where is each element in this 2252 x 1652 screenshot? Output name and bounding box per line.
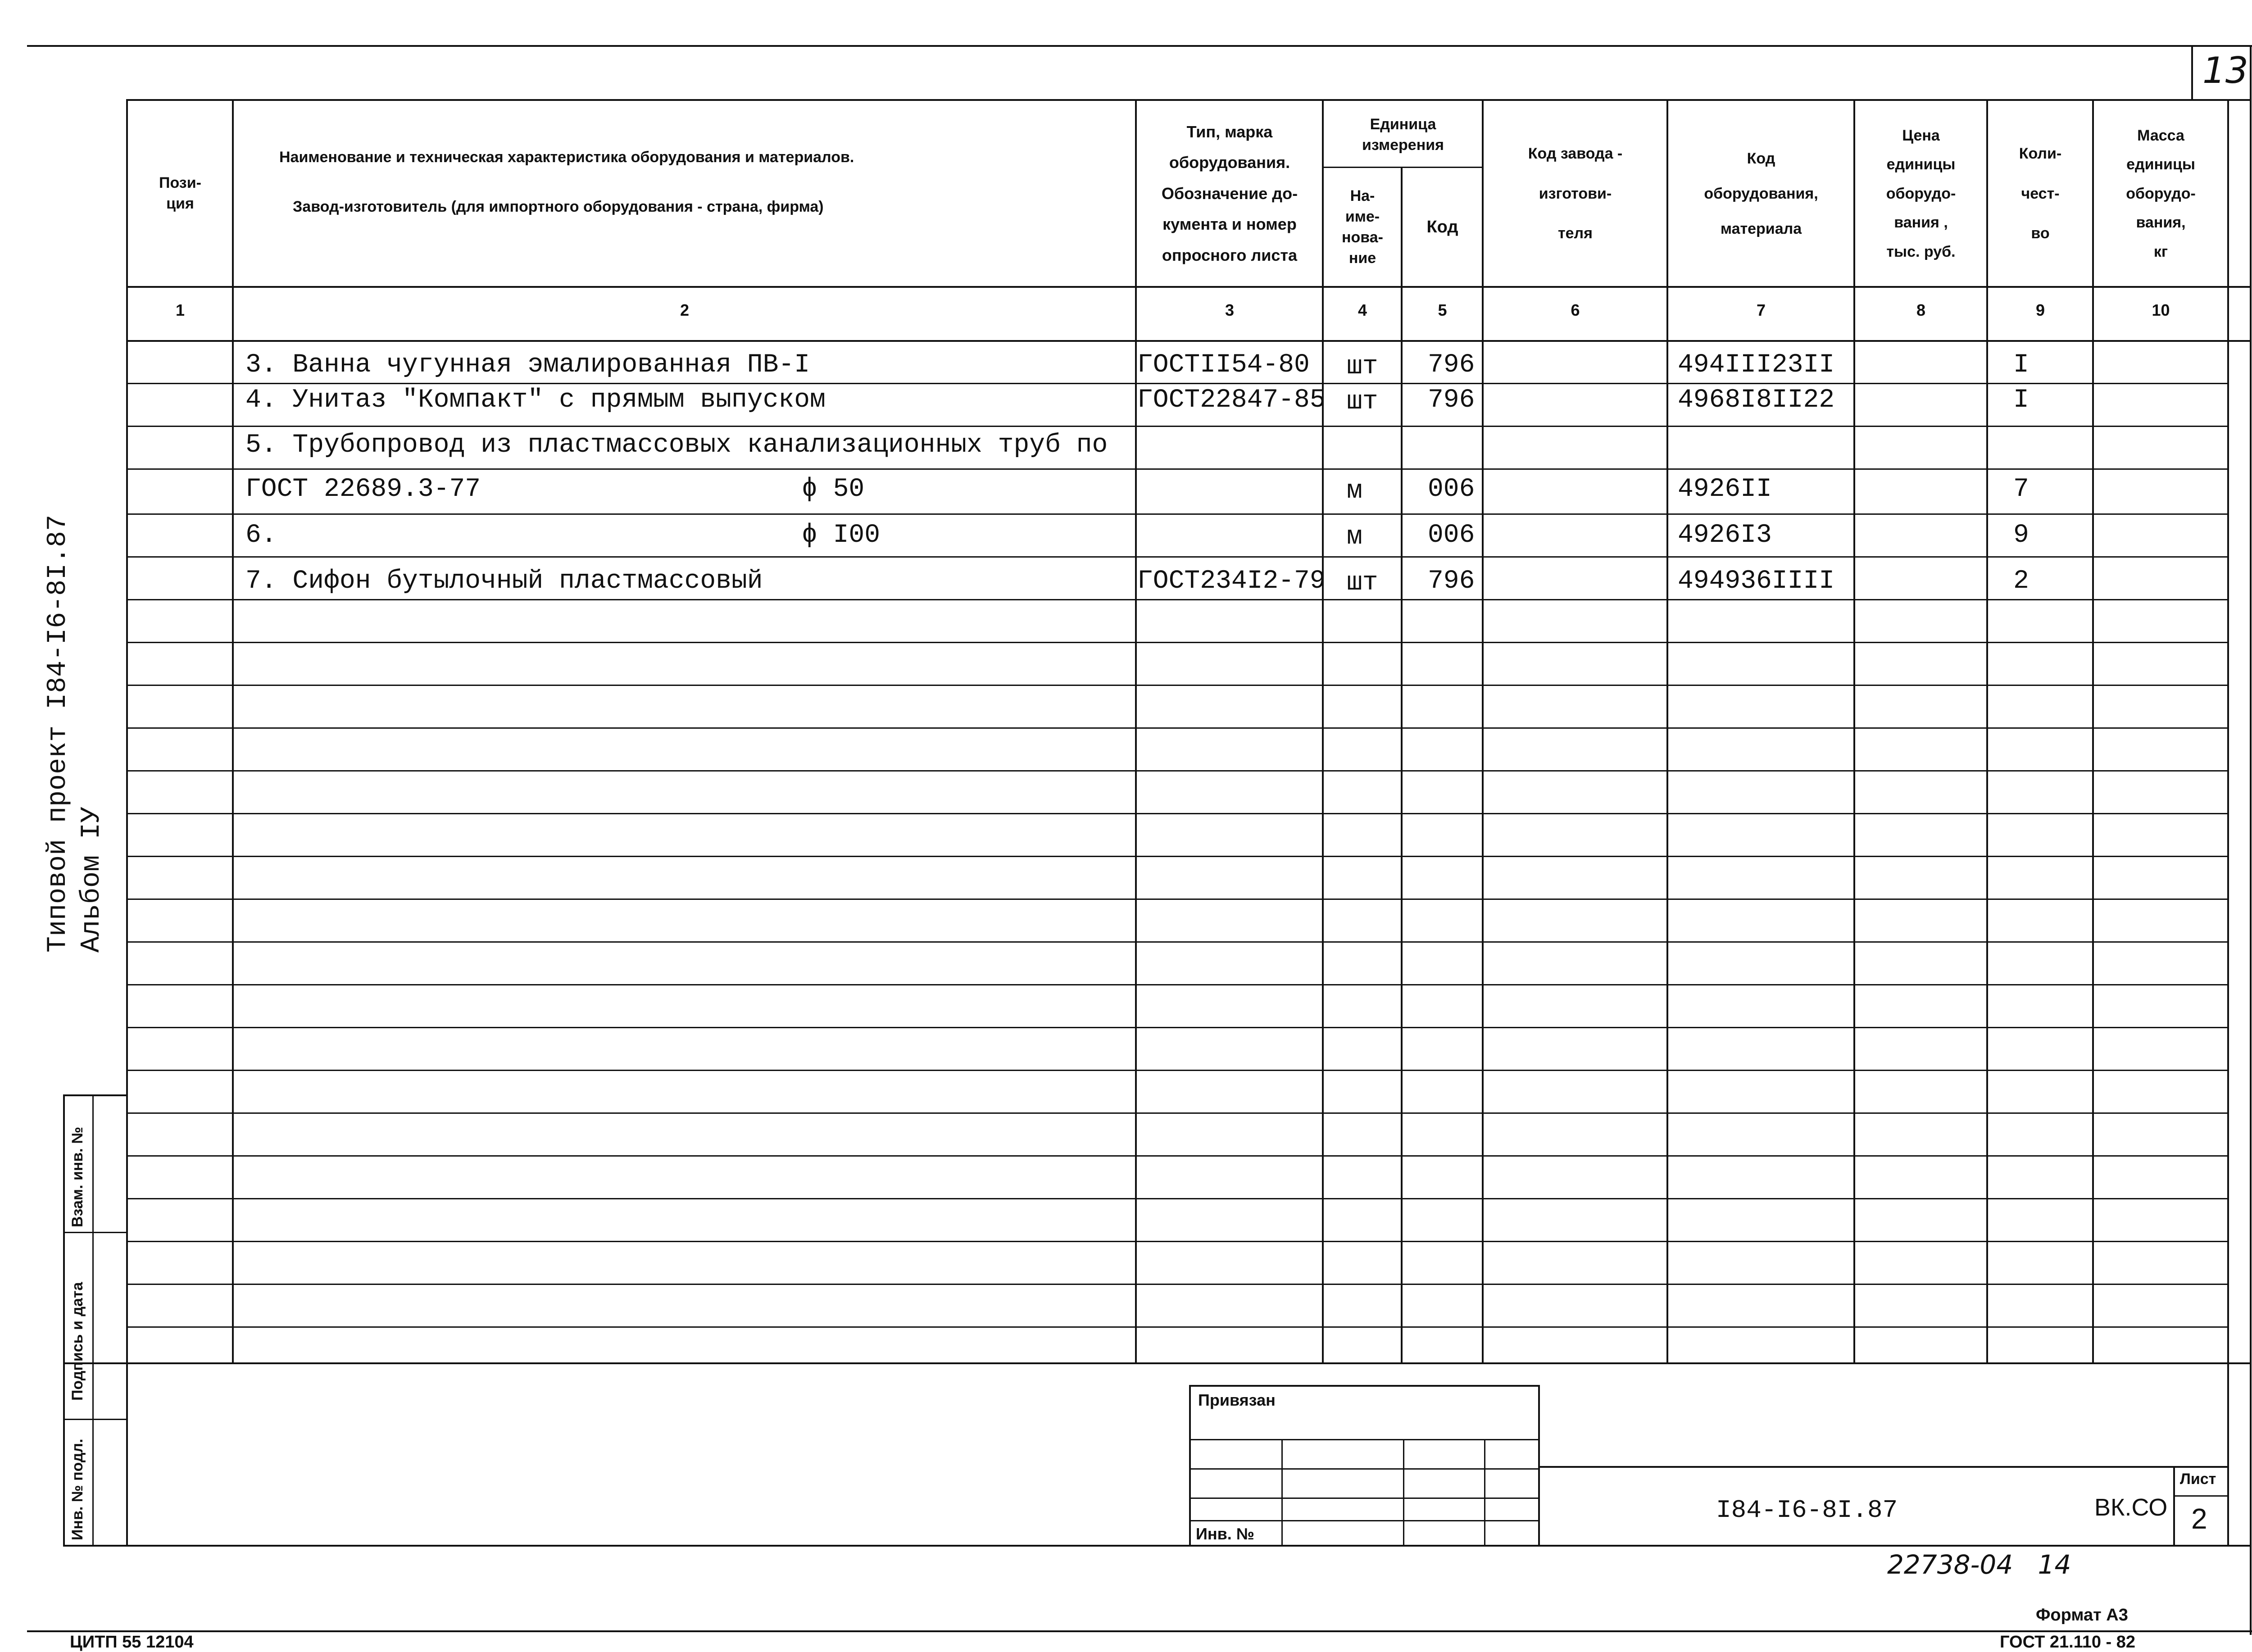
binding-divider-2 xyxy=(63,1419,126,1420)
sheet-number: 2 xyxy=(2191,1502,2207,1535)
stamp-col-3 xyxy=(1484,1439,1485,1545)
row-unit-code: 006 xyxy=(1428,521,1475,550)
stamp-top xyxy=(1189,1385,1538,1387)
header-type-doc: Тип, марка оборудования. Обозначение до- кумента и номер опросного листа xyxy=(1161,123,1298,264)
header-name-line2: Завод-изготовитель (для импортного оборудования - страна, фирма) xyxy=(293,198,824,216)
row-line xyxy=(126,813,2227,814)
side-project-title: Типовой проект I84-I6-8I.87 xyxy=(43,514,73,953)
stamp-line-4 xyxy=(1189,1520,1538,1521)
stamp-privyazan: Привязан xyxy=(1198,1391,1276,1409)
binding-strip-left xyxy=(63,1094,65,1545)
header-unit-name: На- име- нова- ние xyxy=(1342,187,1383,267)
designation: I84-I6-8I.87 xyxy=(1716,1496,1898,1525)
colnum-9: 9 xyxy=(2035,301,2045,319)
row-line xyxy=(126,513,2227,515)
row-line xyxy=(126,1284,2227,1285)
row-unit-code: 796 xyxy=(1428,567,1475,596)
header-mass: Масса единицы оборудо- вания, кг xyxy=(2126,127,2196,260)
frame-bottom-border xyxy=(63,1545,2250,1547)
binding-divider-1 xyxy=(63,1232,126,1233)
row-name: 6. xyxy=(245,521,277,550)
col-line-4 xyxy=(1401,167,1403,1362)
header-quantity: Коли- чест- во xyxy=(2019,145,2062,242)
row-doc: ГОСТ234I2-79 xyxy=(1137,567,1326,596)
header-position: Пози- ция xyxy=(159,174,201,212)
row-unit: шт xyxy=(1347,352,1378,381)
colnum-4: 4 xyxy=(1358,301,1367,319)
row-line xyxy=(126,1112,2227,1114)
tsitp-label: ЦИТП 55 12104 xyxy=(70,1633,194,1652)
col-line-1 xyxy=(232,99,234,1362)
row-line xyxy=(126,383,2227,384)
sheet-code: ВК.СО xyxy=(2094,1494,2168,1521)
table-bottom-border xyxy=(63,1362,2250,1364)
row-line xyxy=(126,770,2227,772)
col-line-8 xyxy=(1986,99,1988,1362)
row-name: 7. Сифон бутылочный пластмассовый xyxy=(245,567,763,596)
stamp-col-2 xyxy=(1403,1439,1404,1545)
sheet-box-divider xyxy=(2173,1495,2227,1497)
stamp-line-1 xyxy=(1189,1439,1538,1440)
sheet-right-border xyxy=(2250,45,2252,1635)
stamp-inv-no: Инв. № xyxy=(1196,1525,1254,1543)
row-line xyxy=(126,1070,2227,1071)
row-line xyxy=(126,599,2227,600)
header-material-code: Код оборудования, материала xyxy=(1704,150,1818,238)
row-line xyxy=(126,1198,2227,1199)
row-line xyxy=(126,1241,2227,1242)
footer-rule xyxy=(27,1630,2252,1632)
col-line-6 xyxy=(1666,99,1668,1362)
handwritten-number: 22738-04 14 xyxy=(1887,1549,2071,1580)
top-rule xyxy=(27,45,2252,47)
sheet-box-left xyxy=(2173,1466,2175,1545)
row-unit: шт xyxy=(1347,568,1378,598)
col-line-10 xyxy=(2227,99,2229,1545)
binding-inv-replace: Взам. инв. № xyxy=(69,1126,86,1227)
frame-left-border xyxy=(126,99,128,1545)
stamp-col-1 xyxy=(1281,1439,1283,1545)
row-line xyxy=(126,426,2227,427)
row-line xyxy=(126,899,2227,900)
title-block-top xyxy=(1538,1466,2227,1468)
row-material-code: 4968I8II22 xyxy=(1678,386,1835,415)
side-album: Альбом IУ xyxy=(77,806,107,953)
col-line-2 xyxy=(1135,99,1137,1362)
row-line xyxy=(126,856,2227,857)
colnum-3: 3 xyxy=(1225,301,1235,319)
col-line-9 xyxy=(2092,99,2094,1362)
row-quantity: I xyxy=(2013,386,2029,415)
col-line-5 xyxy=(1482,99,1484,1362)
header-name-line1: Наименование и техническая характеристика оборудования и материалов. xyxy=(279,149,854,166)
row-quantity: I xyxy=(2013,350,2029,380)
col-line-7 xyxy=(1853,99,1855,1362)
colnum-10: 10 xyxy=(2152,301,2170,319)
stamp-line-3 xyxy=(1189,1498,1538,1499)
row-unit-code: 796 xyxy=(1428,350,1475,380)
colnum-2: 2 xyxy=(680,301,690,319)
row-line xyxy=(126,1155,2227,1157)
binding-strip-top xyxy=(63,1094,126,1096)
binding-sign-date: Подпись и дата xyxy=(69,1282,86,1401)
colnum-1: 1 xyxy=(175,301,185,319)
table-top-border xyxy=(126,99,2250,101)
row-unit: шт xyxy=(1347,387,1378,417)
row-unit-code: 796 xyxy=(1428,386,1475,415)
row-material-code: 4926II xyxy=(1678,475,1772,504)
row-line xyxy=(126,984,2227,985)
header-unit: Единица измерения xyxy=(1362,116,1444,154)
binding-strip-mid xyxy=(92,1094,94,1545)
colnum-5: 5 xyxy=(1438,301,1447,319)
row-line xyxy=(126,1326,2227,1328)
binding-inv-orig: Инв. № подл. xyxy=(69,1439,86,1540)
unit-subheader-line xyxy=(1322,167,1482,168)
stamp-line-2 xyxy=(1189,1468,1538,1470)
row-name: 3. Ванна чугунная эмалированная ПВ-I xyxy=(245,350,810,380)
row-material-code: 494936IIII xyxy=(1678,567,1835,596)
row-line xyxy=(126,685,2227,686)
page-number-box-left xyxy=(2191,45,2193,99)
row-line xyxy=(126,727,2227,729)
row-line xyxy=(126,556,2227,558)
row-diameter: ϕ I00 xyxy=(802,521,881,550)
gost-label: ГОСТ 21.110 - 82 xyxy=(2000,1633,2136,1652)
colnum-7: 7 xyxy=(1756,301,1766,319)
row-doc: ГОСТII54-80 xyxy=(1137,350,1310,380)
row-material-code: 4926I3 xyxy=(1678,521,1772,550)
page-number: 13 xyxy=(2202,50,2248,91)
row-diameter: ϕ 50 xyxy=(802,475,865,504)
row-unit-code: 006 xyxy=(1428,475,1475,504)
colnum-6: 6 xyxy=(1571,301,1580,319)
row-line xyxy=(126,642,2227,643)
stamp-right xyxy=(1538,1385,1540,1545)
row-line xyxy=(126,941,2227,943)
sheet-label: Лист xyxy=(2180,1470,2216,1488)
row-name: 5. Трубопровод из пластмассовых канализационных труб по xyxy=(245,431,1108,460)
row-unit: м xyxy=(1347,477,1362,506)
row-line xyxy=(126,468,2227,470)
format-label: Формат А3 xyxy=(2036,1606,2128,1625)
row-quantity: 7 xyxy=(2013,475,2029,504)
row-quantity: 9 xyxy=(2013,521,2029,550)
col-line-3 xyxy=(1322,99,1324,1362)
header-unit-code: Код xyxy=(1426,218,1458,237)
header-bottom-border xyxy=(126,286,2250,288)
row-line xyxy=(126,1027,2227,1028)
colnum-8: 8 xyxy=(1916,301,1926,319)
header-price: Цена единицы оборудо- вания , тыс. руб. xyxy=(1886,127,1956,260)
header-factory-code: Код завода - изготови- теля xyxy=(1528,145,1623,242)
row-material-code: 494III23II xyxy=(1678,350,1835,380)
row-doc: ГОСТ22847-85 xyxy=(1137,386,1326,415)
row-name: 4. Унитаз "Компакт" с прямым выпуском xyxy=(245,386,826,415)
row-quantity: 2 xyxy=(2013,567,2029,596)
row-name: ГОСТ 22689.3-77 xyxy=(245,475,481,504)
colnum-bottom-border xyxy=(126,340,2250,342)
row-unit: м xyxy=(1347,522,1362,552)
